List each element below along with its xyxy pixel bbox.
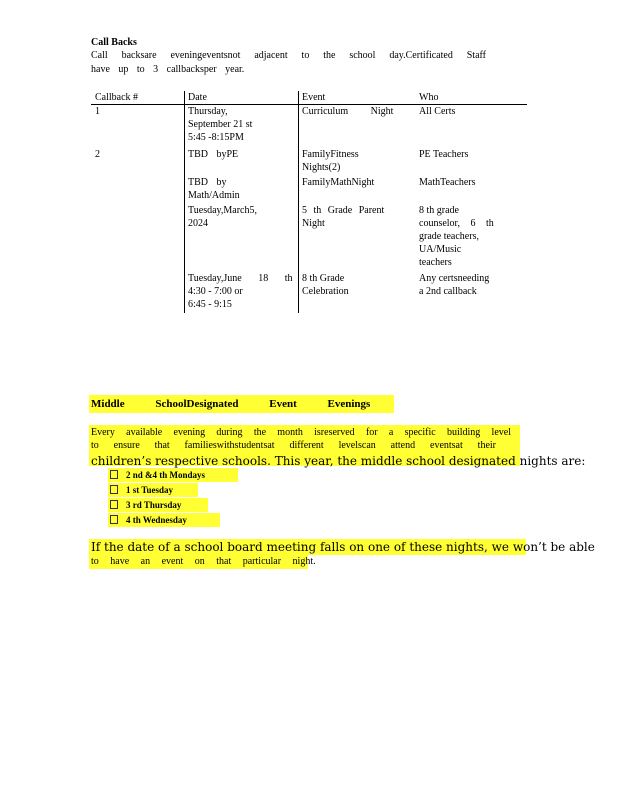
list-item xyxy=(110,514,187,526)
table-cell-date: Tuesday,March5, xyxy=(188,205,257,216)
table-cell-event: FamilyFitness xyxy=(302,149,359,160)
table-cell-event: Night xyxy=(302,218,325,229)
table-cell-date: 5:45 -8:15PM xyxy=(188,132,244,143)
table-header-who: Who xyxy=(419,92,439,103)
table-cell-date: 6:45 - 9:15 xyxy=(188,299,232,310)
table-cell-date: September 21 st xyxy=(188,119,253,130)
middle-school-para-line3: children’s respective schools. This year, the middle school designated nights are: xyxy=(91,454,586,468)
list-item-label: 4 th Wednesday xyxy=(126,515,187,525)
table-cell-event: Celebration xyxy=(302,286,349,297)
list-item-label: 3 rd Thursday xyxy=(126,500,182,510)
list-item xyxy=(110,469,205,481)
list-item-label: 2 nd &4 th Mondays xyxy=(126,470,206,480)
middle-school-para-line2: to ensure that familieswithstudentsat different levelscan attend eventsat their xyxy=(91,440,496,451)
table-cell-date: TBD byPE xyxy=(188,149,239,160)
table-col-divider xyxy=(298,91,299,313)
table-cell-event: Nights(2) xyxy=(302,162,341,173)
callback-table xyxy=(91,91,527,313)
checkbox-square-icon xyxy=(110,500,118,509)
checkbox-square-icon xyxy=(110,470,118,479)
table-cell-date: TBD by xyxy=(188,177,227,188)
callbacks-intro-line2: have up to 3 callbacksper year. xyxy=(91,64,245,75)
board-note-line1: If the date of a school board meeting falls on one of these nights, we won’t be able xyxy=(91,540,595,554)
list-item xyxy=(110,484,173,496)
table-cell-who: All Certs xyxy=(419,106,456,117)
table-cell-num: 1 xyxy=(95,106,100,117)
middle-school-heading: Middle SchoolDesignated Event Evenings xyxy=(91,398,371,410)
checkbox-square-icon xyxy=(110,515,118,524)
table-cell-who: teachers xyxy=(419,257,452,268)
table-cell-date: 2024 xyxy=(188,218,208,229)
table-header-rule xyxy=(91,104,527,105)
table-cell-who: UA/Music xyxy=(419,244,462,255)
list-item xyxy=(110,499,181,511)
table-cell-who: 8 th grade xyxy=(419,205,459,216)
table-header-callback: Callback # xyxy=(95,92,139,103)
table-cell-date: Math/Admin xyxy=(188,190,240,201)
table-cell-event: Curriculum Night xyxy=(302,106,394,117)
table-cell-who: counselor, 6 th xyxy=(419,218,494,229)
table-cell-num: 2 xyxy=(95,149,100,160)
table-cell-event: FamilyMathNight xyxy=(302,177,375,188)
table-header-date: Date xyxy=(188,92,207,103)
table-cell-who: grade teachers, xyxy=(419,231,479,242)
callbacks-intro-line1: Call backsare eveningeventsnot adjacent to the school day.Certificated Staff xyxy=(91,50,486,61)
table-cell-who: MathTeachers xyxy=(419,177,476,188)
callbacks-heading: Call Backs xyxy=(91,37,137,48)
table-cell-who: PE Teachers xyxy=(419,149,469,160)
table-cell-event: 8 th Grade xyxy=(302,273,345,284)
table-col-divider xyxy=(184,91,185,313)
table-cell-who: Any certsneeding xyxy=(419,273,490,284)
board-note-line2: to have an event on that particular night. xyxy=(91,556,316,567)
table-cell-event: 5 th Grade Parent xyxy=(302,205,385,216)
table-header-event: Event xyxy=(302,92,326,103)
middle-school-para-line1: Every available evening during the month isreserved for a specific building level xyxy=(91,427,511,438)
checkbox-square-icon xyxy=(110,485,118,494)
list-item-label: 1 st Tuesday xyxy=(126,485,174,495)
table-cell-date: Tuesday,June 18 th xyxy=(188,273,293,284)
table-cell-date: 4:30 - 7:00 or xyxy=(188,286,243,297)
table-cell-date: Thursday, xyxy=(188,106,228,117)
table-cell-who: a 2nd callback xyxy=(419,286,477,297)
